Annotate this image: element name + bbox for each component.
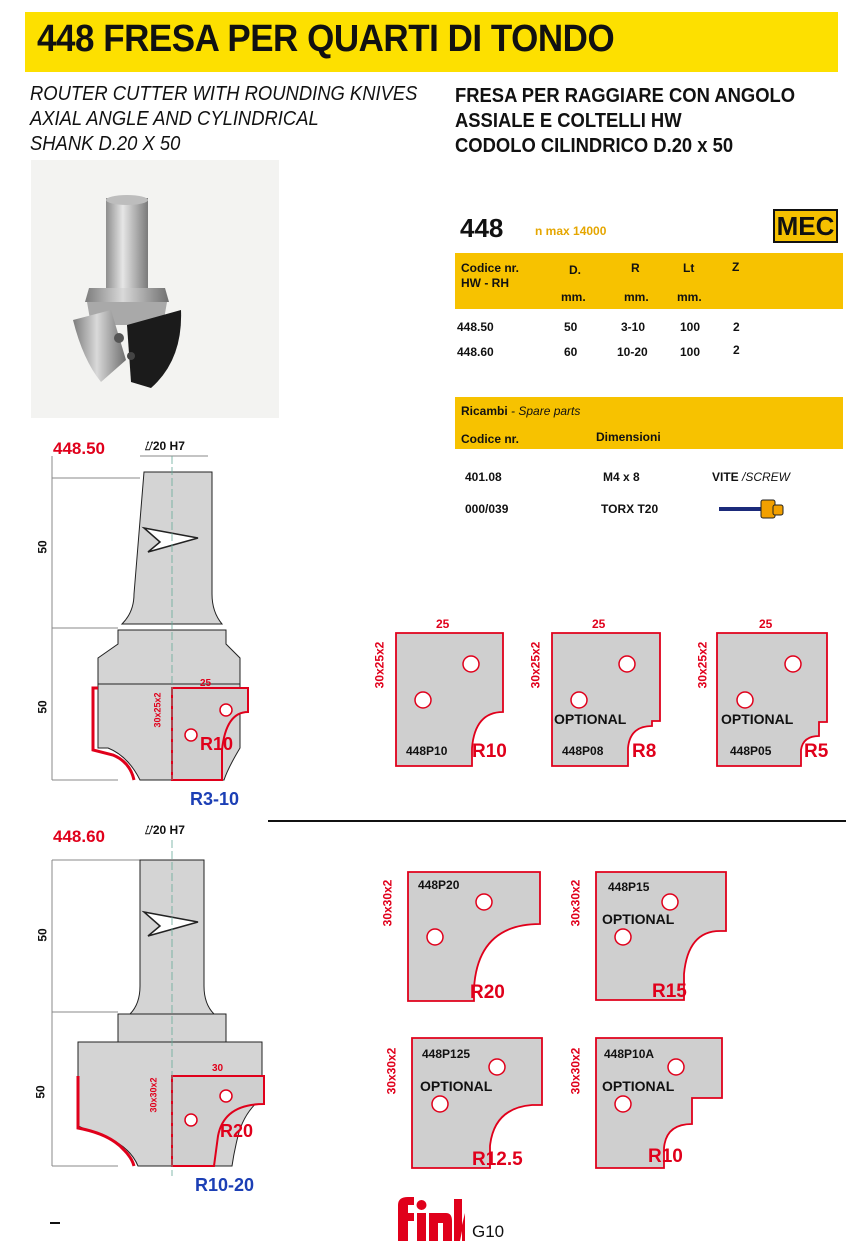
knife-code: 448P10A xyxy=(604,1047,655,1061)
drawing-code-top: 448.50 xyxy=(53,439,105,458)
cell-lt: 100 xyxy=(680,320,701,334)
knife-height: 30x30x2 xyxy=(384,1047,399,1095)
description-it xyxy=(455,84,795,159)
cell-d: 60 xyxy=(564,345,578,359)
dim-lower-top: 50 xyxy=(35,700,50,714)
optional-label: OPTIONAL xyxy=(602,1078,675,1094)
spare-parts-body xyxy=(455,468,843,528)
knife-radius: R15 xyxy=(652,981,687,1002)
knife-card xyxy=(382,1036,547,1176)
cell-code: 448.50 xyxy=(457,320,494,334)
knife-height: 30x30x2 xyxy=(380,879,395,927)
knife-height: 30x30x2 xyxy=(568,1047,583,1095)
spare-dim: M4 x 8 xyxy=(603,470,640,484)
description-en-line: AXIAL ANGLE AND CYLINDRICAL xyxy=(30,108,319,130)
drawing-knife-height-top: 30x25x2 xyxy=(152,692,163,728)
spare-dim: TORX T20 xyxy=(601,502,659,516)
spare-code: 401.08 xyxy=(465,470,502,484)
col-code-sub: HW - RH xyxy=(461,276,509,290)
cell-d: 50 xyxy=(564,320,578,334)
knife-height: 30x30x2 xyxy=(568,879,583,927)
page-number: G10 xyxy=(472,1222,505,1241)
dim-upper-top: 50 xyxy=(35,540,50,554)
knife-code: 448P05 xyxy=(730,744,772,758)
knife-card xyxy=(697,618,837,773)
spare-title xyxy=(461,404,580,418)
knife-width: 25 xyxy=(436,617,450,631)
drawing-knife-width-bottom: 30 xyxy=(212,1063,224,1074)
product-photo xyxy=(31,160,279,418)
col-r: R xyxy=(631,261,640,275)
drawing-code-bottom: 448.60 xyxy=(53,827,105,846)
spec-table-header xyxy=(455,253,843,309)
col-r-unit: mm. xyxy=(624,290,649,304)
spare-col-code: Codice nr. xyxy=(461,432,520,446)
shank-diameter-top: ⌰20 H7 xyxy=(145,439,185,453)
cell-r: 10-20 xyxy=(617,345,648,359)
fink-logo-icon xyxy=(396,1195,466,1243)
torx-key-icon xyxy=(717,498,785,520)
spec-table-body xyxy=(455,320,843,370)
spare-name-en: /SCREW xyxy=(738,470,791,484)
spare-code: 000/039 xyxy=(465,502,509,516)
spare-name-it: VITE xyxy=(712,470,739,484)
mec-badge: MEC xyxy=(773,209,838,243)
knife-width: 25 xyxy=(592,617,606,631)
drawing-knife-width-top: 25 xyxy=(200,678,212,689)
knife-card xyxy=(372,618,512,773)
description-en-line: ROUTER CUTTER WITH ROUNDING KNIVES xyxy=(30,83,418,105)
shank-diameter-bottom: ⌰20 H7 xyxy=(145,823,185,837)
knife-height: 30x25x2 xyxy=(372,641,387,689)
knife-card xyxy=(570,1036,735,1176)
description-it-line: FRESA PER RAGGIARE CON ANGOLO xyxy=(455,85,796,107)
col-lt-unit: mm. xyxy=(677,290,702,304)
max-speed: n max 14000 xyxy=(535,224,607,238)
spare-title-en: - Spare parts xyxy=(507,404,581,418)
knife-card xyxy=(530,618,670,773)
knife-radius: R10 xyxy=(472,741,507,762)
spare-parts-header xyxy=(455,397,843,449)
cutter-drawing-top xyxy=(48,450,268,790)
knife-code: 448P10 xyxy=(406,744,448,758)
knife-height: 30x25x2 xyxy=(695,641,710,689)
page-title: 448 FRESA PER QUARTI DI TONDO xyxy=(37,18,615,60)
knife-radius: R20 xyxy=(470,982,505,1003)
col-code: Codice nr. xyxy=(461,261,520,275)
router-cutter-image xyxy=(31,160,279,418)
knife-card xyxy=(570,868,735,1008)
drawing-radius-top: R10 xyxy=(200,734,234,754)
col-z: Z xyxy=(732,260,740,274)
knife-code: 448P15 xyxy=(608,880,650,894)
title-bar xyxy=(25,12,838,72)
description-en-line: SHANK D.20 X 50 xyxy=(30,133,181,155)
drawing-radius-bottom: R20 xyxy=(220,1121,254,1141)
description-en xyxy=(30,82,417,157)
brand-logo xyxy=(396,1195,466,1243)
col-d: D. xyxy=(569,263,581,277)
knife-card xyxy=(382,868,547,1008)
optional-label: OPTIONAL xyxy=(721,711,794,727)
col-d-unit: mm. xyxy=(561,290,586,304)
spare-name xyxy=(712,470,790,484)
cell-z: 2 xyxy=(733,320,740,334)
knife-radius: R10 xyxy=(648,1146,683,1167)
cell-z: 2 xyxy=(733,343,740,357)
knife-radius: R8 xyxy=(632,741,657,762)
knife-448p20-shape xyxy=(382,868,547,1008)
optional-label: OPTIONAL xyxy=(554,711,627,727)
description-it-line: ASSIALE E COLTELLI HW xyxy=(455,110,682,132)
dim-lower-bottom: 50 xyxy=(33,1085,48,1099)
radius-range-top: R3-10 xyxy=(190,789,240,809)
cell-lt: 100 xyxy=(680,345,701,359)
product-code: 448 xyxy=(460,213,504,243)
knife-code: 448P08 xyxy=(562,744,604,758)
dim-upper-bottom: 50 xyxy=(35,928,50,942)
spare-col-dim: Dimensioni xyxy=(596,430,661,444)
page-mark xyxy=(50,1222,60,1224)
spare-title-it: Ricambi xyxy=(461,404,508,418)
optional-label: OPTIONAL xyxy=(420,1078,493,1094)
knife-width: 25 xyxy=(759,617,773,631)
radius-range-bottom: R10-20 xyxy=(195,1175,255,1195)
knife-height: 30x25x2 xyxy=(528,641,543,689)
col-lt: Lt xyxy=(683,261,695,275)
cell-code: 448.60 xyxy=(457,345,494,359)
cell-r: 3-10 xyxy=(621,320,646,334)
drawing-knife-height-bottom: 30x30x2 xyxy=(148,1077,159,1113)
knife-radius: R5 xyxy=(804,741,829,762)
description-it-line: CODOLO CILINDRICO D.20 x 50 xyxy=(455,135,734,157)
section-divider xyxy=(268,820,846,822)
knife-code: 448P20 xyxy=(418,878,460,892)
knife-code: 448P125 xyxy=(422,1047,471,1061)
knife-radius: R12.5 xyxy=(472,1149,523,1170)
optional-label: OPTIONAL xyxy=(602,911,675,927)
